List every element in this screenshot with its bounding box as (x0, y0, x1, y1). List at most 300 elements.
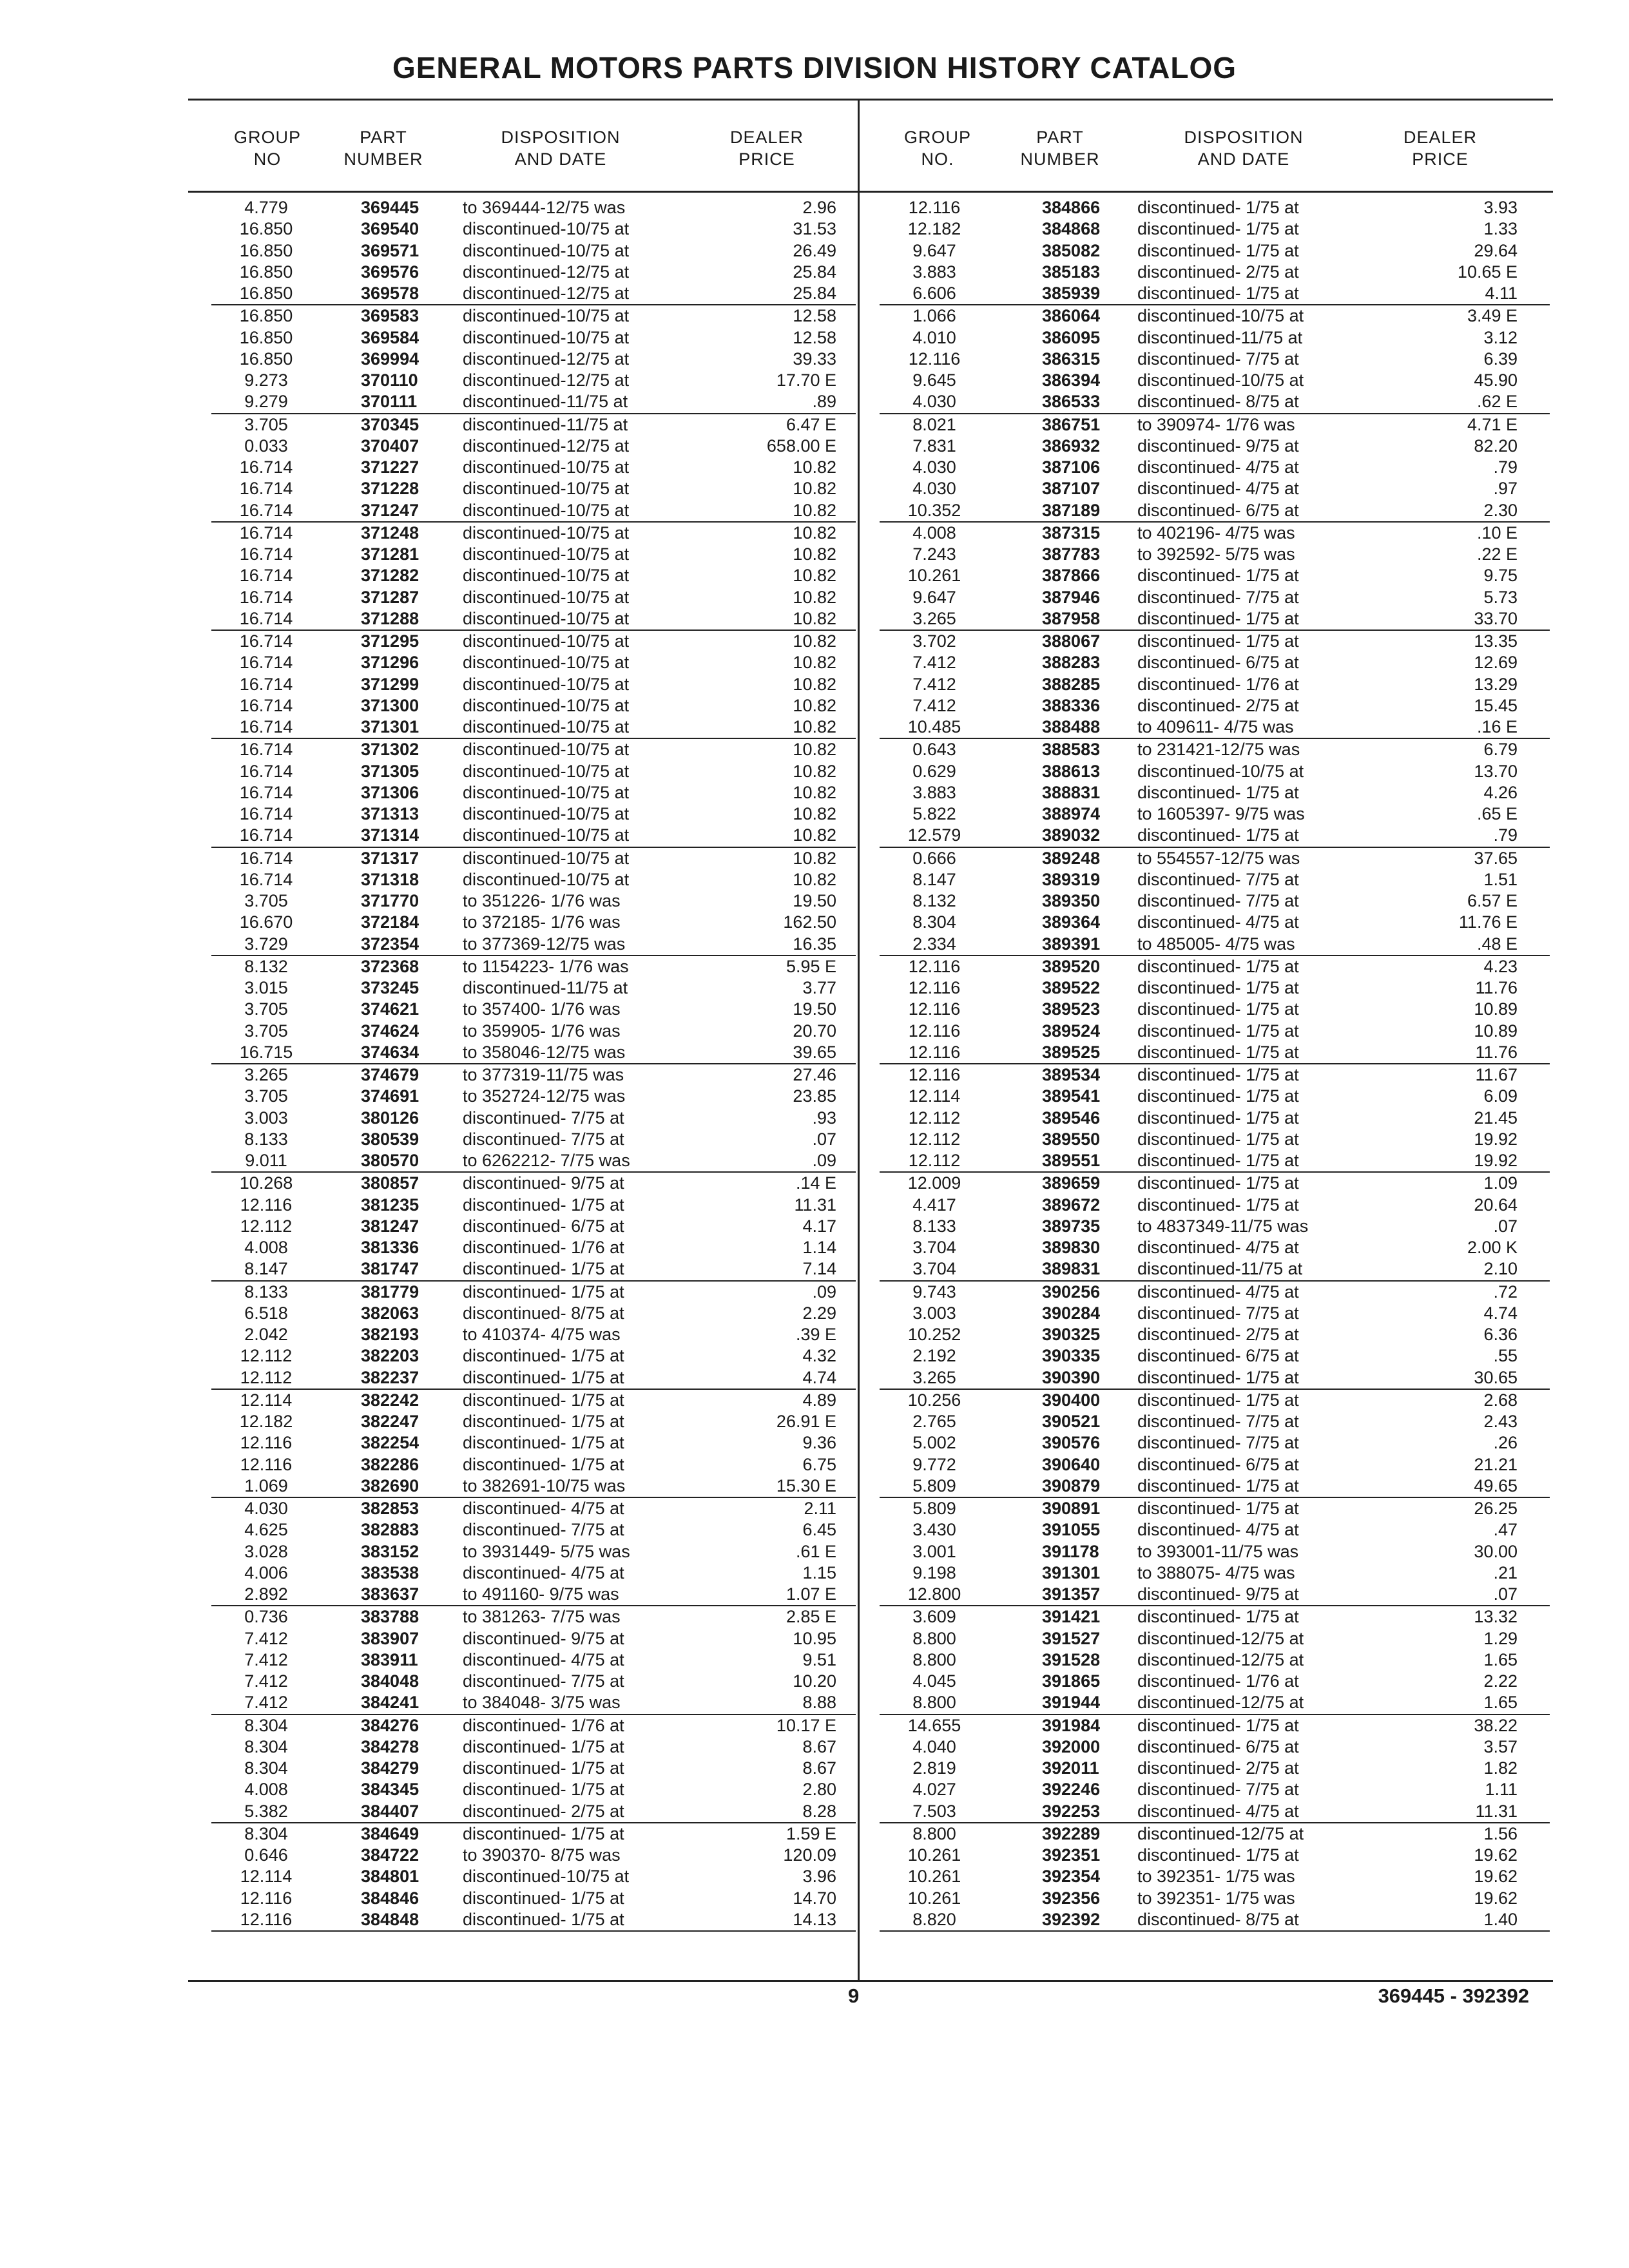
disposition: discontinued- 1/75 at (1137, 631, 1299, 651)
disposition: discontinued- 1/75 at (1137, 1499, 1299, 1518)
part-number: 390640 (1042, 1454, 1101, 1474)
dealer-price: 3.96 (802, 1867, 836, 1887)
part-number: 387189 (1042, 500, 1101, 520)
header-group-line2: NO (253, 149, 282, 169)
disposition: discontinued-11/75 at (463, 978, 628, 997)
dealer-price: .79 (1493, 457, 1518, 477)
disposition: discontinued-11/75 at (1137, 327, 1303, 347)
table-row (880, 500, 1550, 523)
group-no: 16.714 (239, 653, 293, 673)
disposition: to 384048- 3/75 was (463, 1693, 621, 1713)
disposition: discontinued-10/75 at (463, 740, 630, 760)
group-no: 12.116 (908, 999, 961, 1019)
group-no: 5.382 (244, 1801, 288, 1821)
page-number: 9 (848, 1984, 860, 2007)
disposition: discontinued- 1/75 at (1137, 1195, 1299, 1215)
part-number: 390400 (1042, 1390, 1101, 1410)
disposition: discontinued- 1/76 at (1137, 1671, 1299, 1691)
part-number: 386533 (1042, 392, 1101, 412)
part-number: 371296 (361, 653, 419, 673)
group-no: 12.116 (908, 1021, 961, 1041)
table-row (211, 1258, 856, 1281)
table-row (211, 1909, 856, 1932)
dealer-price: 4.74 (1483, 1303, 1518, 1323)
group-no: 10.261 (907, 1845, 961, 1865)
dealer-price: .55 (1493, 1346, 1518, 1366)
part-number: 388831 (1042, 782, 1101, 802)
table-row (880, 1042, 1550, 1064)
part-number: 391055 (1042, 1520, 1101, 1540)
group-no: 16.714 (239, 761, 293, 781)
dealer-price: 1.82 (1483, 1758, 1518, 1778)
part-number: 383538 (361, 1562, 419, 1582)
dealer-price: 1.29 (1483, 1628, 1518, 1648)
dealer-price: 10.89 (1474, 1021, 1518, 1041)
disposition: discontinued- 1/75 at (1137, 1021, 1299, 1041)
dealer-price: 10.82 (793, 848, 836, 868)
table-row (211, 739, 856, 760)
disposition: to 369444-12/75 was (463, 198, 626, 217)
table-row (211, 1237, 856, 1258)
group-no: 16.714 (239, 587, 293, 607)
group-no: 10.261 (907, 1888, 961, 1908)
table-row (211, 1303, 856, 1324)
part-number: 389525 (1042, 1042, 1101, 1062)
header-disposition-line2: AND DATE (514, 149, 607, 169)
part-number: 387946 (1042, 587, 1101, 607)
part-number: 371228 (361, 479, 419, 499)
group-no: 16.714 (239, 631, 293, 651)
group-no: 12.116 (908, 978, 961, 997)
disposition: discontinued- 1/75 at (463, 1367, 624, 1387)
table-row (211, 695, 856, 716)
group-no: 10.256 (907, 1390, 961, 1410)
disposition: discontinued- 4/75 at (1137, 457, 1299, 477)
table-row (880, 890, 1550, 912)
disposition: discontinued- 4/75 at (1137, 912, 1299, 932)
part-number: 388488 (1042, 717, 1101, 736)
part-number: 369540 (361, 219, 419, 239)
table-row (211, 977, 856, 999)
table-row (880, 1909, 1550, 1932)
disposition: discontinued- 1/75 at (1137, 978, 1299, 997)
dealer-price: 25.84 (793, 284, 836, 303)
header-group-line1: GROUP (903, 128, 971, 147)
group-no: 8.132 (244, 956, 288, 976)
group-no: 16.850 (239, 240, 293, 260)
table-row (211, 305, 856, 327)
table-row (211, 1021, 856, 1042)
table-row (880, 1345, 1550, 1367)
group-no: 7.831 (912, 436, 956, 456)
part-number: 389551 (1042, 1151, 1101, 1170)
dealer-price: 2.11 (804, 1499, 836, 1518)
table-row (211, 1367, 856, 1390)
part-number: 391527 (1042, 1628, 1101, 1648)
dealer-price: 10.82 (793, 804, 836, 823)
dealer-price: 45.90 (1474, 370, 1518, 390)
disposition: discontinued-10/75 at (463, 306, 630, 326)
part-number: 383152 (361, 1541, 419, 1561)
table-row (211, 1086, 856, 1107)
table-row (880, 544, 1550, 565)
disposition: to 390974- 1/76 was (1137, 414, 1295, 434)
dealer-price: 6.45 (802, 1520, 836, 1540)
disposition: to 485005- 4/75 was (1137, 934, 1295, 954)
group-no: 7.412 (244, 1671, 288, 1691)
disposition: discontinued- 1/75 at (1137, 782, 1299, 802)
disposition: discontinued-10/75 at (463, 825, 630, 845)
part-number: 392356 (1042, 1888, 1101, 1908)
dealer-price: 1.07 E (786, 1584, 836, 1604)
disposition: to 372185- 1/76 was (463, 912, 621, 932)
group-no: 8.021 (912, 414, 956, 434)
table-row (880, 1150, 1550, 1173)
part-number: 383637 (361, 1584, 419, 1604)
part-number: 390256 (1042, 1282, 1101, 1302)
group-no: 12.112 (908, 1129, 961, 1149)
dealer-price: 11.31 (1475, 1801, 1518, 1821)
dealer-price: 10.82 (793, 869, 836, 889)
disposition: to 392351- 1/75 was (1137, 1888, 1295, 1908)
table-row (880, 999, 1550, 1020)
dealer-price: 12.58 (793, 327, 836, 347)
header-price-line1: DEALER (729, 128, 804, 147)
part-number: 392246 (1042, 1780, 1101, 1800)
table-row (880, 1823, 1550, 1845)
group-no: 16.714 (239, 695, 293, 715)
part-number: 386315 (1042, 349, 1101, 369)
table-row (211, 1541, 856, 1562)
disposition: discontinued- 2/75 at (1137, 695, 1299, 715)
table-row (880, 848, 1550, 869)
table-row (880, 803, 1550, 825)
table-row (211, 1064, 856, 1086)
group-no: 8.304 (244, 1758, 288, 1778)
disposition: discontinued- 8/75 at (1137, 1909, 1299, 1929)
table-row (211, 1411, 856, 1432)
group-no: 8.133 (244, 1129, 288, 1149)
dealer-price: 13.35 (1474, 631, 1518, 651)
footer-rule (188, 1980, 1553, 1982)
group-no: 16.714 (239, 869, 293, 889)
table-row (211, 1845, 856, 1866)
table-row (211, 1282, 856, 1303)
part-number: 372368 (361, 956, 419, 976)
dealer-price: 1.33 (1483, 219, 1518, 239)
dealer-price: 4.32 (802, 1346, 836, 1366)
dealer-price: 14.13 (793, 1909, 836, 1929)
dealer-price: 29.64 (1474, 240, 1518, 260)
part-number: 371300 (361, 695, 419, 715)
dealer-price: 38.22 (1474, 1715, 1518, 1735)
dealer-price: 4.26 (1483, 782, 1518, 802)
table-row (211, 912, 856, 933)
dealer-price: 26.25 (1474, 1499, 1518, 1518)
group-no: 4.625 (244, 1520, 288, 1540)
dealer-price: .07 (812, 1129, 836, 1149)
dealer-price: 10.82 (793, 544, 836, 564)
group-no: 8.820 (912, 1909, 956, 1929)
dealer-price: .10 E (1476, 523, 1518, 543)
dealer-price: 21.45 (1474, 1108, 1518, 1128)
header-disposition-right (1160, 126, 1327, 170)
disposition: discontinued- 9/75 at (1137, 1584, 1299, 1604)
part-number: 391301 (1042, 1562, 1101, 1582)
group-no: 3.265 (912, 608, 956, 628)
group-no: 16.850 (239, 284, 293, 303)
table-row (880, 695, 1550, 716)
group-no: 3.883 (912, 262, 956, 282)
table-row (880, 1021, 1550, 1042)
part-number: 391944 (1042, 1693, 1101, 1713)
group-no: 3.883 (912, 782, 956, 802)
group-no: 16.714 (239, 479, 293, 499)
header-price-left (715, 126, 818, 170)
disposition: discontinued- 9/75 at (463, 1628, 624, 1648)
disposition: discontinued- 1/75 at (1137, 1151, 1299, 1170)
group-no: 4.030 (912, 457, 956, 477)
part-number: 382254 (361, 1433, 419, 1453)
disposition: discontinued- 1/75 at (1137, 1475, 1299, 1495)
dealer-price: 20.64 (1474, 1195, 1518, 1215)
table-row (880, 1498, 1550, 1519)
group-no: 10.352 (907, 500, 961, 520)
part-number: 369584 (361, 327, 419, 347)
dealer-price: 1.56 (1483, 1823, 1518, 1843)
dealer-price: .79 (1493, 825, 1518, 845)
part-number: 389364 (1042, 912, 1101, 932)
part-number: 384276 (361, 1715, 419, 1735)
disposition: discontinued- 1/75 at (463, 1390, 624, 1410)
part-number: 369583 (361, 306, 419, 326)
disposition: discontinued- 1/75 at (1137, 1086, 1299, 1106)
disposition: discontinued- 4/75 at (463, 1562, 624, 1582)
dealer-price: 8.28 (802, 1801, 836, 1821)
group-no: 10.261 (907, 1867, 961, 1887)
table-row (880, 631, 1550, 652)
group-no: 3.003 (244, 1108, 288, 1128)
dealer-price: 19.50 (793, 891, 836, 910)
part-number: 382063 (361, 1303, 419, 1323)
table-row (211, 1216, 856, 1237)
dealer-price: 2.68 (1483, 1390, 1518, 1410)
header-part-line2: NUMBER (1020, 149, 1100, 169)
disposition: discontinued- 9/75 at (463, 1173, 624, 1193)
dealer-price: 37.65 (1474, 848, 1518, 868)
group-no: 12.116 (240, 1195, 293, 1215)
group-no: 2.892 (244, 1584, 288, 1604)
part-number: 371288 (361, 608, 419, 628)
table-row (211, 327, 856, 349)
group-no: 0.033 (244, 436, 288, 456)
group-no: 8.800 (912, 1823, 956, 1843)
group-no: 3.001 (912, 1541, 956, 1561)
disposition: discontinued-11/75 at (463, 414, 628, 434)
disposition: discontinued- 1/75 at (1137, 1129, 1299, 1149)
group-no: 0.629 (912, 761, 956, 781)
group-no: 2.042 (244, 1325, 288, 1344)
part-number: 389350 (1042, 891, 1101, 910)
table-row (211, 1454, 856, 1475)
disposition: to 390370- 8/75 was (463, 1845, 621, 1865)
dealer-price: 26.49 (793, 240, 836, 260)
group-no: 0.646 (244, 1845, 288, 1865)
part-number: 371305 (361, 761, 419, 781)
dealer-price: 1.65 (1483, 1649, 1518, 1669)
group-no: 3.705 (244, 1086, 288, 1106)
header-disposition-left (477, 126, 644, 170)
table-row (880, 1108, 1550, 1129)
dealer-price: .07 (1493, 1216, 1518, 1236)
disposition: discontinued- 1/75 at (1137, 219, 1299, 239)
group-no: 9.772 (912, 1454, 956, 1474)
disposition: discontinued-10/75 at (463, 653, 630, 673)
group-no: 4.030 (912, 479, 956, 499)
disposition: discontinued-12/75 at (1137, 1649, 1304, 1669)
dealer-price: .09 (812, 1282, 836, 1302)
table-row (211, 999, 856, 1020)
disposition: to 1154223- 1/76 was (463, 956, 629, 976)
dealer-price: 10.82 (793, 674, 836, 694)
table-row (880, 565, 1550, 586)
dealer-price: .97 (1493, 479, 1518, 499)
table-row (880, 391, 1550, 414)
catalog-title: GENERAL MOTORS PARTS DIVISION HISTORY CATALOG (392, 51, 1237, 84)
dealer-price: 25.84 (793, 262, 836, 282)
disposition: discontinued-10/75 at (463, 327, 630, 347)
table-row (211, 934, 856, 956)
disposition: discontinued-12/75 at (463, 284, 630, 303)
disposition: discontinued-10/75 at (1137, 761, 1304, 781)
part-number: 384866 (1042, 198, 1101, 217)
dealer-price: 17.70 E (776, 370, 836, 390)
group-no: 3.702 (912, 631, 956, 651)
part-number: 391865 (1042, 1671, 1101, 1691)
table-row (211, 1475, 856, 1498)
table-row (880, 1801, 1550, 1823)
table-row (880, 1692, 1550, 1715)
table-row (211, 1345, 856, 1367)
part-number: 371318 (361, 869, 419, 889)
table-row (211, 890, 856, 912)
group-no: 4.008 (244, 1780, 288, 1800)
group-no: 9.279 (244, 392, 288, 412)
group-no: 3.704 (912, 1259, 956, 1279)
part-number: 380126 (361, 1108, 419, 1128)
group-no: 3.704 (912, 1238, 956, 1257)
disposition: to 554557-12/75 was (1137, 848, 1300, 868)
dealer-price: .21 (1493, 1562, 1518, 1582)
part-number: 371248 (361, 523, 419, 543)
group-no: 7.412 (912, 653, 956, 673)
part-number: 386394 (1042, 370, 1101, 390)
disposition: discontinued- 7/75 at (1137, 587, 1299, 607)
group-no: 10.268 (239, 1173, 293, 1193)
dealer-price: 10.82 (793, 761, 836, 781)
dealer-price: .07 (1493, 1584, 1518, 1604)
dealer-price: 10.82 (793, 587, 836, 607)
table-row (880, 1562, 1550, 1584)
part-number: 371287 (361, 587, 419, 607)
dealer-price: 3.77 (802, 978, 836, 997)
disposition: discontinued-11/75 at (463, 392, 628, 412)
table-row (880, 436, 1550, 457)
dealer-price: 4.23 (1483, 956, 1518, 976)
dealer-price: 10.82 (793, 825, 836, 845)
group-no: 16.714 (239, 740, 293, 760)
disposition: discontinued- 8/75 at (1137, 392, 1299, 412)
part-number: 381235 (361, 1195, 419, 1215)
header-top-rule (188, 99, 1553, 101)
disposition: to 3931449- 5/75 was (463, 1541, 630, 1561)
dealer-price: 6.57 E (1467, 891, 1518, 910)
dealer-price: 13.32 (1474, 1607, 1518, 1627)
dealer-price: 10.82 (793, 608, 836, 628)
part-number: 384241 (361, 1693, 419, 1713)
dealer-price: 10.82 (793, 695, 836, 715)
disposition: discontinued-10/75 at (463, 869, 630, 889)
table-row (880, 370, 1550, 391)
part-number: 387783 (1042, 544, 1101, 564)
table-row (211, 1562, 856, 1584)
table-row (211, 631, 856, 652)
part-number: 387866 (1042, 566, 1101, 586)
disposition: discontinued- 4/75 at (1137, 479, 1299, 499)
part-number: 371306 (361, 782, 419, 802)
part-number: 391421 (1042, 1607, 1101, 1627)
disposition: discontinued- 1/75 at (1137, 999, 1299, 1019)
part-number: 388285 (1042, 674, 1101, 694)
disposition: discontinued- 1/75 at (463, 1454, 624, 1474)
dealer-price: 9.36 (802, 1433, 836, 1453)
disposition: discontinued-10/75 at (463, 479, 630, 499)
table-row (880, 1411, 1550, 1432)
header-price-line1: DEALER (1403, 128, 1478, 147)
table-row (880, 652, 1550, 673)
table-row (211, 1779, 856, 1800)
disposition: discontinued- 7/75 at (463, 1520, 624, 1540)
part-number: 389541 (1042, 1086, 1101, 1106)
disposition: discontinued- 1/75 at (1137, 1715, 1299, 1735)
table-row (211, 478, 856, 499)
dealer-price: 1.15 (802, 1562, 836, 1582)
dealer-price: 11.76 (1475, 978, 1518, 997)
group-no: 12.116 (240, 1909, 293, 1929)
group-no: 8.147 (244, 1259, 288, 1279)
disposition: discontinued-10/75 at (463, 219, 630, 239)
part-number: 384279 (361, 1758, 419, 1778)
table-row (880, 1216, 1550, 1237)
disposition: discontinued-10/75 at (463, 848, 630, 868)
disposition: discontinued- 1/76 at (463, 1238, 624, 1257)
disposition: to 231421-12/75 was (1137, 740, 1300, 760)
group-no: 16.714 (239, 566, 293, 586)
disposition: discontinued-10/75 at (463, 631, 630, 651)
dealer-price: 12.69 (1474, 653, 1518, 673)
group-no: 8.133 (244, 1282, 288, 1302)
group-no: 10.261 (907, 566, 961, 586)
part-number: 382690 (361, 1475, 419, 1495)
group-no: 4.008 (912, 523, 956, 543)
table-row (211, 500, 856, 523)
table-row (880, 825, 1550, 847)
dealer-price: 10.20 (793, 1671, 836, 1691)
dealer-price: .93 (812, 1108, 836, 1128)
group-no: 12.116 (908, 1065, 961, 1084)
part-number: 371302 (361, 740, 419, 760)
disposition: discontinued- 6/75 at (1137, 653, 1299, 673)
